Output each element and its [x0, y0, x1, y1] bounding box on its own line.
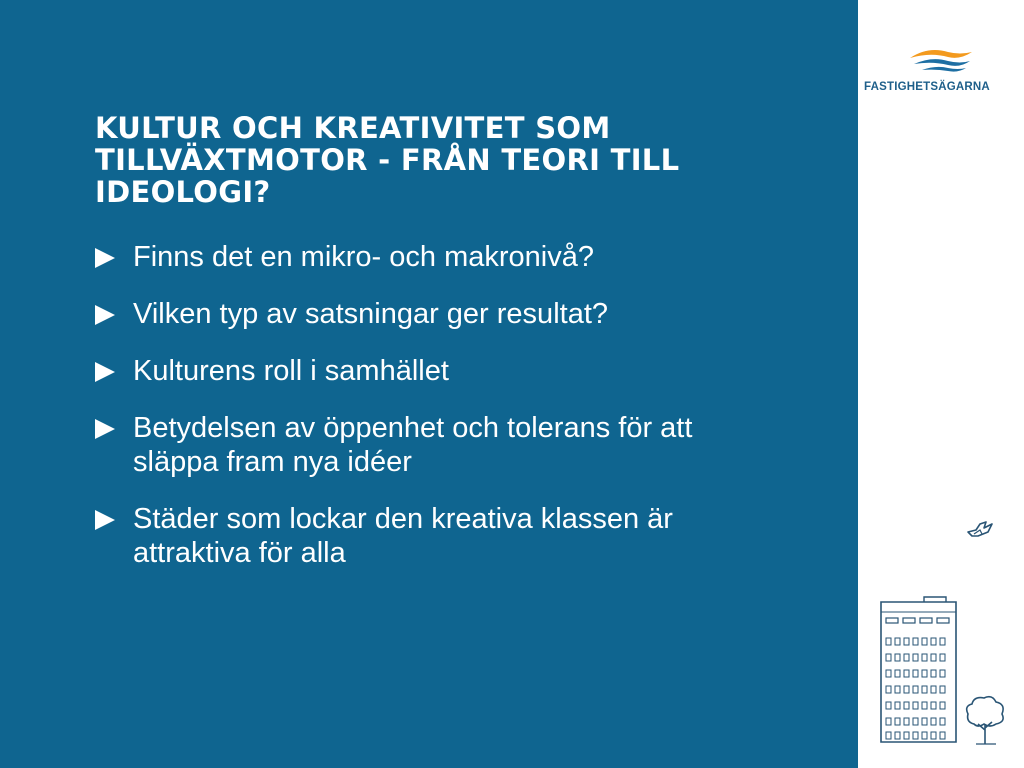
building-icon [876, 596, 960, 746]
bullet-item [95, 240, 735, 274]
bullet-arrow-icon [95, 510, 115, 530]
bullet-item [95, 297, 735, 331]
bullet-text: Kulturens roll i samhället [133, 355, 449, 387]
bullet-arrow-icon [95, 419, 115, 439]
logo-text: FASTIGHETSÄGARNA [864, 81, 990, 93]
bullet-arrow-icon [95, 248, 115, 268]
tree-icon [962, 694, 1008, 746]
bullet-arrow-icon [95, 305, 115, 325]
bullet-arrow-icon [95, 362, 115, 382]
bullet-list [95, 240, 735, 593]
bullet-text: Vilken typ av satsningar ger resultat? [133, 298, 609, 330]
bird-icon [966, 518, 996, 540]
bullet-text: Finns det en mikro- och makronivå? [133, 241, 594, 273]
bullet-item [95, 411, 735, 479]
fastighetsagarna-logo [864, 44, 1019, 99]
bullet-item [95, 502, 735, 570]
slide-title: KULTUR OCH KREATIVITET SOM TILLVÄXTMOTOR - FRÅN TEORI TILL IDEOLOGI? [95, 111, 680, 209]
bullet-text: Städer som lockar den kreativa klassen är attraktiva för alla [133, 503, 673, 569]
bullet-text: Betydelsen av öppenhet och tolerans för att släppa fram nya idéer [133, 412, 693, 478]
bullet-item [95, 354, 735, 388]
fastighetsagarna-logo-icon [908, 44, 974, 74]
